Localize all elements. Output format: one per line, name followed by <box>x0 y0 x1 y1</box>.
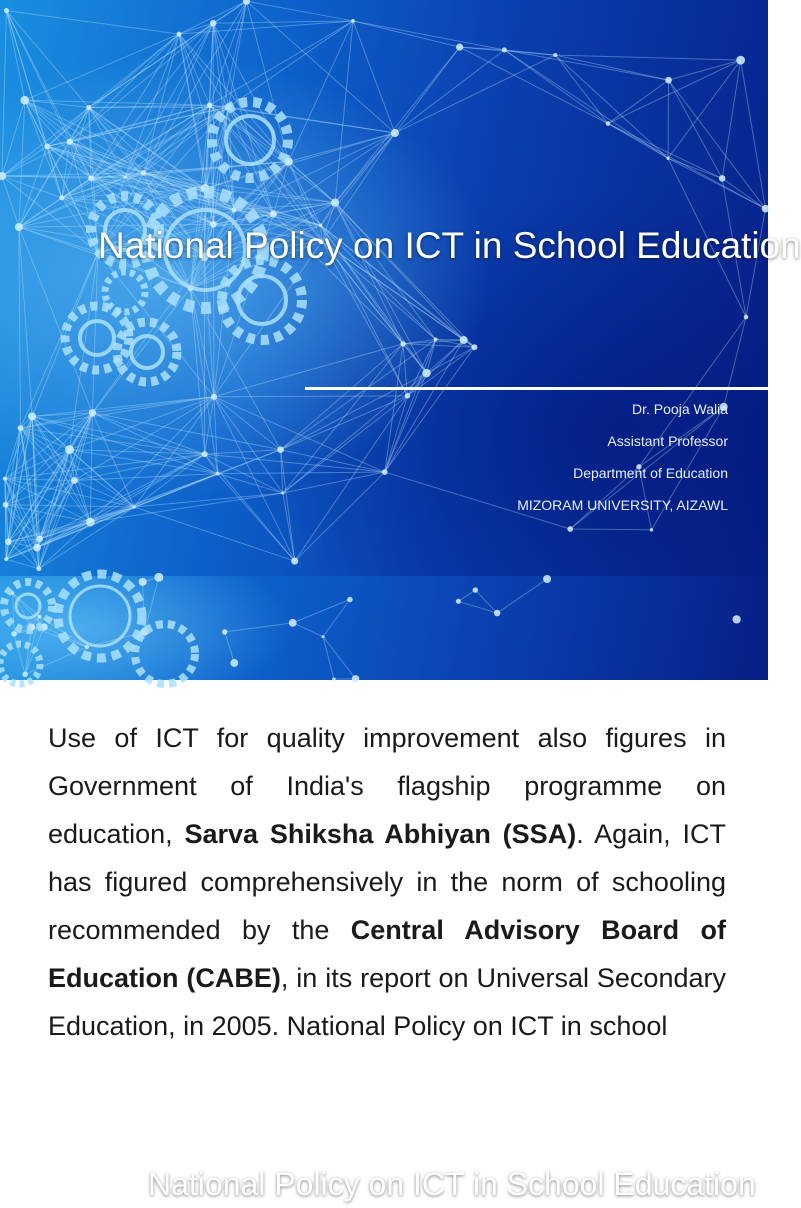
author-university: MIZORAM UNIVERSITY, AIZAWL <box>517 489 728 521</box>
author-info <box>517 393 728 521</box>
paragraph-text: . Again, ICT has figured comprehensively in the norm of schooling recommended by the <box>48 819 726 945</box>
gears-graphic <box>0 576 768 680</box>
emphasized-text: Central Advisory Board of Education (CABE) <box>48 915 726 993</box>
emphasized-text: Sarva Shiksha Abhiyan (SSA) <box>184 819 576 849</box>
slide-title: National Policy on ICT in School Education <box>98 220 758 272</box>
author-designation: Assistant Professor <box>517 425 728 457</box>
author-department: Department of Education <box>517 457 728 489</box>
content-slide-header <box>0 576 768 680</box>
title-slide <box>0 0 768 576</box>
paragraph-text: Use of ICT for quality improvement also figures in Government of India's flagship programme on education, <box>48 723 726 849</box>
paragraph-text: , in its report on Universal Secondary Education, in 2005. National Policy on ICT in school <box>48 963 726 1041</box>
slide-body-paragraph <box>48 714 726 1050</box>
slide-title: National Policy on ICT in School Education <box>148 1160 758 1208</box>
title-divider <box>305 387 768 390</box>
author-name: Dr. Pooja Walia <box>517 393 728 425</box>
